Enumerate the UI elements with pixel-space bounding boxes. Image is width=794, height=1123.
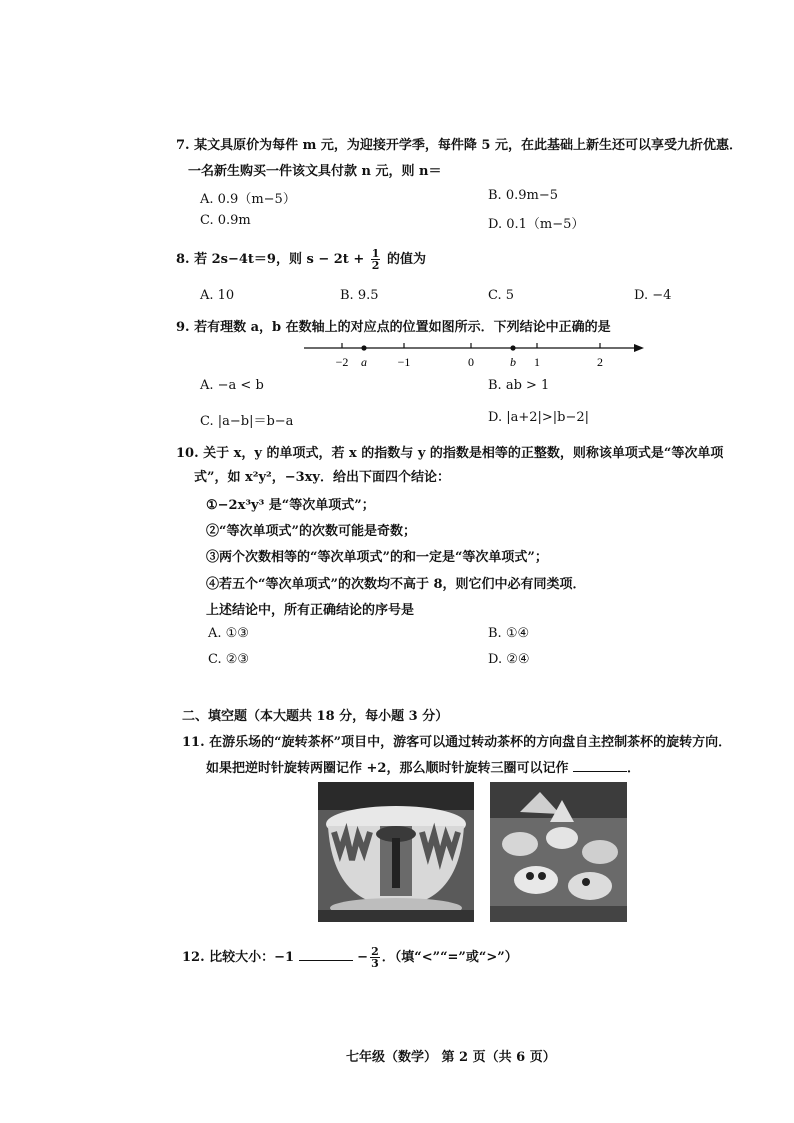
q11-stem-line2: 如果把逆时针旋转两圈记作 +2，那么顺时针旋转三圈可以记作 ． (206, 761, 641, 776)
q12-minus-sign: − (357, 950, 369, 965)
q10-conclusion-2: ②“等次单项式”的次数可能是奇数； (206, 524, 416, 539)
teacup-photo-left (318, 782, 474, 922)
teacup-ride-image (490, 782, 627, 922)
label-1: 1 (534, 355, 540, 369)
q11-stem-line1: 11. 在游乐场的“旋转茶杯”项目中，游客可以通过转动茶杯的方向盘自主控制茶杯的旋转方向． (182, 735, 732, 750)
q7-option-c: C. 0.9m (200, 213, 251, 228)
q10-option-d: D. ②④ (488, 652, 530, 667)
q9-stem: 9. 若有理数 a，b 在数轴上的对应点的位置如图所示．下列结论中正确的是 (176, 320, 611, 335)
point-b (510, 345, 515, 350)
q7-option-d: D. 0.1（m−5） (488, 217, 585, 232)
label-2: 2 (597, 355, 603, 369)
q8-frac-num: 1 (371, 247, 380, 260)
q9-option-d: D. |a+2|>|b−2| (488, 410, 590, 425)
q8-frac-den: 2 (371, 259, 380, 272)
label-neg2: −2 (335, 355, 349, 369)
label-0: 0 (468, 355, 474, 369)
q10-stem-line1: 10. 关于 x，y 的单项式，若 x 的指数与 y 的指数是相等的正整数，则称该单项式是“等次单项 (176, 446, 724, 461)
teacup-photo-right (490, 782, 627, 922)
q7-option-a: A. 0.9（m−5） (200, 192, 296, 207)
q10-conclusion-4: ④若五个“等次单项式”的次数均不高于 8，则它们中必有同类项． (206, 577, 586, 592)
page-footer: 七年级（数学） 第 2 页（共 6 页） (346, 1050, 556, 1065)
label-b: b (510, 355, 516, 369)
q10-conclusion-1: ①−2x³y³ 是“等次单项式”； (206, 498, 375, 513)
q10-ask: 上述结论中，所有正确结论的序号是 (206, 603, 415, 618)
q11-answer-blank[interactable] (573, 759, 627, 772)
q9-option-b: B. ab > 1 (488, 378, 550, 393)
q8-option-d: D. −4 (634, 288, 672, 303)
q11-stem-text: 如果把逆时针旋转两圈记作 +2，那么顺时针旋转三圈可以记作 (206, 761, 569, 776)
number-line (300, 338, 650, 372)
q8-suffix: 的值为 (386, 252, 426, 267)
q12-prefix: 12. 比较大小：−1 (182, 950, 295, 965)
q8-option-c: C. 5 (488, 288, 515, 303)
q7-option-b: B. 0.9m−5 (488, 188, 558, 203)
q12-answer-blank[interactable] (299, 948, 353, 961)
q10-option-a: A. ①③ (208, 626, 249, 641)
q8-option-b: B. 9.5 (340, 288, 379, 303)
q8-stem (176, 248, 426, 271)
teacup-closeup-image (318, 782, 474, 922)
q12-frac-den: 3 (371, 957, 379, 970)
q9-option-a: A. −a < b (200, 378, 264, 393)
q10-conclusion-3: ③两个次数相等的“等次单项式”的和一定是“等次单项式”； (206, 550, 548, 565)
q8-option-a: A. 10 (200, 288, 235, 303)
q12-frac-num: 2 (371, 945, 379, 958)
label-neg1: −1 (397, 355, 411, 369)
section-2-heading: 二、填空题（本大题共 18 分，每小题 3 分） (182, 709, 449, 724)
q10-stem-line2: 式”，如 x²y²，−3xy．给出下面四个结论： (194, 470, 450, 485)
q10-option-b: B. ①④ (488, 626, 530, 641)
number-line-arrow-icon (634, 344, 644, 352)
q12-fraction (370, 946, 380, 969)
q7-stem-line1: 7. 某文具原价为每件 m 元，为迎接开学季，每件降 5 元，在此基础上新生还可以享受九折优惠． (176, 138, 743, 153)
q8-prefix: 8. 若 2s−4t＝9，则 s − 2t + (176, 252, 365, 267)
q10-option-c: C. ②③ (208, 652, 250, 667)
q12-stem (182, 946, 518, 969)
q8-fraction (371, 248, 381, 271)
q12-suffix: ．（填“<”“=”或“>”） (381, 950, 518, 965)
label-a: a (361, 355, 367, 369)
point-a (361, 345, 366, 350)
q9-option-c: C. |a−b|＝b−a (200, 414, 294, 429)
q7-stem-line2: 一名新生购买一件该文具付款 n 元，则 n＝ (188, 164, 442, 179)
